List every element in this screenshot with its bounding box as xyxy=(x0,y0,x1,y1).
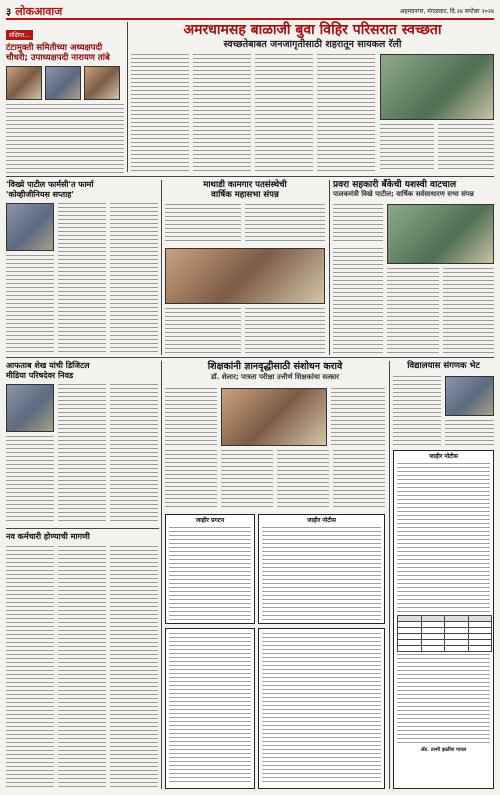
notice-1 xyxy=(165,514,255,624)
story-bottom-left-body-1 xyxy=(6,546,54,789)
story-pravara-photo xyxy=(387,204,494,264)
masthead xyxy=(6,4,494,20)
story-pravara-body-1 xyxy=(333,204,383,244)
notice-2-body xyxy=(262,527,381,622)
story-research-body-4 xyxy=(221,450,273,510)
notice-2b-body xyxy=(262,633,381,783)
story-research-body-2 xyxy=(331,388,385,446)
story-mathadi-photo xyxy=(165,248,325,304)
story-tambe-headline-2: मीडिया परिषदेवर निवड xyxy=(6,371,74,380)
notice-3-table xyxy=(397,615,492,652)
story-research-body-6 xyxy=(333,450,385,510)
story-tambe-photo xyxy=(6,384,54,432)
story-patil-headline-2: 'कोव्हीजीनियस सप्ताह' xyxy=(6,190,74,199)
story-tambe-body-3 xyxy=(110,384,158,524)
story-school-body-1 xyxy=(393,376,441,446)
story-school-body-2 xyxy=(445,420,494,446)
story-mathadi-body-4 xyxy=(245,308,325,353)
story-mathadi xyxy=(165,180,325,200)
story-research-headline: शिक्षकांनी ज्ञानवृद्धीसाठी संशोधन करावे xyxy=(207,361,343,372)
story-patil-body-3 xyxy=(110,203,158,353)
dateline: अहमदनगर, मंगळवार, दि.२४ सप्टेंबर २०२४ xyxy=(399,8,494,15)
story-tambe-headline-1: आफताब शेख यांची डिजिटल xyxy=(6,361,90,370)
story-tambe-body-1 xyxy=(58,384,106,524)
brief-headline: टंटामुक्ती समितीच्या अध्यक्षपदी चौधरी; उपाध्यक्षपदी नारायण तांबे xyxy=(6,43,110,63)
lead-body-col-3 xyxy=(255,54,313,172)
page-number: ३ xyxy=(6,7,12,18)
brief-section xyxy=(6,22,124,172)
lead-subheadline: स्वच्छतेबाबत जनजागृतीसाठी शहरातून सायकल रॅली xyxy=(223,39,402,50)
story-pravara-body-2 xyxy=(333,248,383,353)
story-school-headline: विद्यालयास संगणक भेट xyxy=(407,361,480,371)
story-patil-body-2 xyxy=(6,255,54,353)
story-research-subheadline: डॉ. शेलार; पात्रता परीक्षा उत्तीर्ण शिक्षकांचा सत्कार xyxy=(210,373,340,381)
lead-body-col-4 xyxy=(317,54,375,172)
story-bottom-left xyxy=(6,532,159,542)
lead-photo xyxy=(380,54,494,120)
story-mathadi-body-1 xyxy=(165,204,241,244)
notice-3-title: जाहीर नोटीस xyxy=(429,453,458,460)
notice-2b xyxy=(258,628,385,789)
story-research-body-3 xyxy=(165,450,217,510)
story-pravara-body-3 xyxy=(387,268,439,353)
notice-2-title: जाहीर नोटीस xyxy=(307,517,336,524)
notice-1-title: जाहीर प्रगटन xyxy=(195,517,225,524)
story-mathadi-headline-1: माथाडी कामगार पतसंस्थेची xyxy=(203,180,287,190)
lead-body-col-1 xyxy=(131,54,189,172)
notice-1b xyxy=(165,628,255,789)
story-mathadi-body-2 xyxy=(245,204,325,244)
brief-photo-2 xyxy=(45,66,81,100)
story-school-photo xyxy=(445,376,494,416)
story-bottom-left-headline: नव कर्मचारी होण्याची मागणी xyxy=(6,532,90,541)
story-patil-body-1 xyxy=(58,203,106,353)
lead-headline: अमरधामसह बाळाजी बुवा विहिर परिसरात स्वच्छता xyxy=(183,22,442,38)
notice-1-body xyxy=(169,527,251,622)
story-patil xyxy=(6,180,156,200)
story-tambe xyxy=(6,361,156,381)
brief-tag: संक्षिप्त... xyxy=(6,30,33,40)
notice-3-advocate: ॲड. तल्मी झळींश पायल xyxy=(420,747,467,753)
story-research-body-5 xyxy=(277,450,329,510)
story-pravara-subheadline: पालकमंत्री विखे पाटील; वार्षिक सर्वसाधारण सभा संपन्न xyxy=(333,190,474,198)
story-bottom-left-body-2 xyxy=(58,546,106,789)
story-school xyxy=(393,361,494,371)
story-pravara-body-4 xyxy=(443,268,494,353)
notice-3-body xyxy=(397,463,490,613)
notice-3 xyxy=(393,450,494,789)
story-research-photo xyxy=(221,388,327,446)
notice-2 xyxy=(258,514,385,624)
lead-body-col-2 xyxy=(193,54,251,172)
brief-photo-1 xyxy=(6,66,42,100)
story-patil-headline-1: 'विख्ये पाटील फार्मसी'त फार्मा xyxy=(6,180,94,189)
story-tambe-body-2 xyxy=(6,436,54,524)
brief-photo-3 xyxy=(84,66,120,100)
lead-story xyxy=(131,22,494,50)
notice-3-body-2 xyxy=(397,654,490,744)
story-research-body-1 xyxy=(165,388,217,446)
lead-body-col-5 xyxy=(380,124,434,172)
story-pravara xyxy=(333,180,494,199)
story-research xyxy=(165,361,385,382)
brief-body xyxy=(6,104,124,176)
newspaper-logo: लोकआवाज xyxy=(15,4,63,18)
story-mathadi-body-3 xyxy=(165,308,241,353)
story-bottom-left-body-3 xyxy=(110,546,158,789)
story-patil-photo xyxy=(6,203,54,251)
story-mathadi-headline-2: वार्षिक महासभा संपन्न xyxy=(211,190,279,200)
lead-body-col-6 xyxy=(438,124,494,172)
story-pravara-headline: प्रवरा सहकारी बँकेची यशस्वी वाटचाल xyxy=(333,180,457,190)
notice-1b-body xyxy=(169,633,251,783)
